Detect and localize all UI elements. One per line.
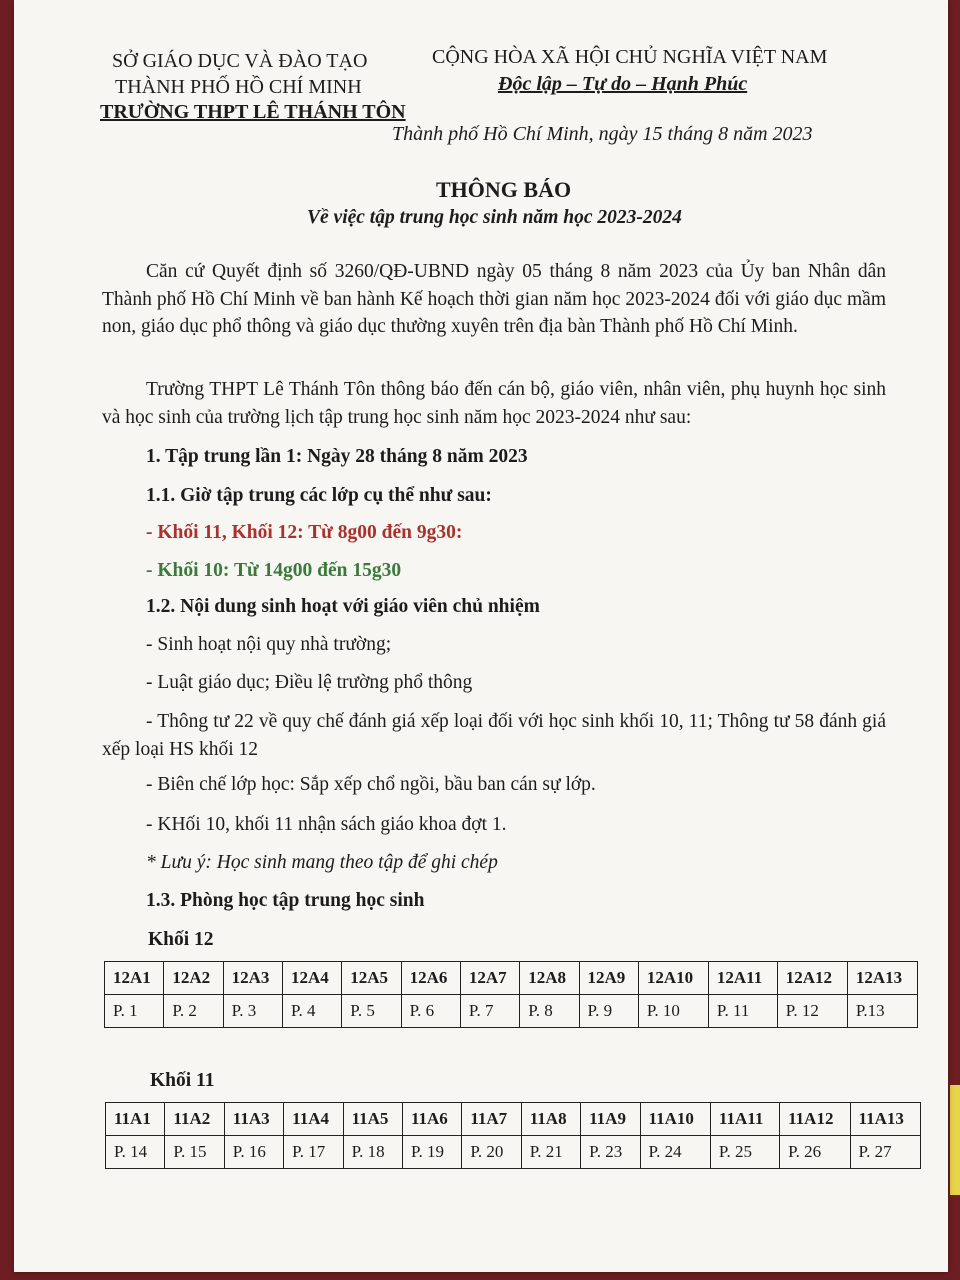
class-cell: 11A12 xyxy=(780,1103,850,1136)
class-cell: 11A13 xyxy=(850,1103,920,1136)
content-item: - KHối 10, khối 11 nhận sách giáo khoa đợt 1. xyxy=(146,814,507,835)
section-1-1-heading: 1.1. Giờ tập trung các lớp cụ thể như sau: xyxy=(146,485,492,506)
content-item: - Thông tư 22 về quy chế đánh giá xếp loại đối với học sinh khối 10, 11; Thông tư 58 đánh giá xếp loại HS khối 12 xyxy=(102,711,886,760)
document-subtitle: Về việc tập trung học sinh năm học 2023-2024 xyxy=(307,207,682,228)
class-cell: 11A4 xyxy=(284,1103,343,1136)
class-cell: 12A10 xyxy=(638,962,708,995)
country-name: CỘNG HÒA XÃ HỘI CHỦ NGHĨA VIỆT NAM xyxy=(432,46,828,68)
class-cell: 11A6 xyxy=(402,1103,461,1136)
school-name: TRƯỜNG THPT LÊ THÁNH TÔN xyxy=(100,101,406,123)
room-cell: P. 15 xyxy=(165,1136,224,1169)
room-cell: P. 20 xyxy=(462,1136,521,1169)
room-cell: P. 27 xyxy=(850,1136,920,1169)
room-cell: P. 12 xyxy=(777,995,847,1028)
class-cell: 12A8 xyxy=(520,962,579,995)
room-cell: P. 16 xyxy=(224,1136,283,1169)
class-row xyxy=(105,962,918,995)
room-cell: P. 4 xyxy=(282,995,341,1028)
class-cell: 11A2 xyxy=(165,1103,224,1136)
room-cell: P. 17 xyxy=(284,1136,343,1169)
class-cell: 12A1 xyxy=(105,962,164,995)
room-cell: P. 23 xyxy=(581,1136,640,1169)
class-cell: 12A3 xyxy=(223,962,282,995)
room-cell: P. 8 xyxy=(520,995,579,1028)
class-cell: 11A9 xyxy=(581,1103,640,1136)
content-item: - Luật giáo dục; Điều lệ trường phổ thông xyxy=(146,672,473,693)
class-cell: 12A2 xyxy=(164,962,223,995)
grade-12-label: Khối 12 xyxy=(148,929,214,950)
class-cell: 11A7 xyxy=(462,1103,521,1136)
room-cell: P. 26 xyxy=(780,1136,850,1169)
section-1-heading: 1. Tập trung lần 1: Ngày 28 tháng 8 năm 2023 xyxy=(146,446,528,467)
notice-paragraph: Trường THPT Lê Thánh Tôn thông báo đến cán bộ, giáo viên, nhân viên, phụ huynh học sinh và học sinh của trường lịch tập trung học sinh năm học 2023-2024 như sau: xyxy=(102,379,886,428)
class-cell: 11A10 xyxy=(640,1103,710,1136)
room-cell: P. 19 xyxy=(402,1136,461,1169)
room-cell: P. 6 xyxy=(401,995,460,1028)
document-title: THÔNG BÁO xyxy=(436,177,572,202)
schedule-grade-10: - Khối 10: Từ 14g00 đến 15g30 xyxy=(146,560,402,581)
room-cell: P. 21 xyxy=(521,1136,580,1169)
grade-11-label: Khối 11 xyxy=(150,1070,215,1091)
intro-paragraph: Căn cứ Quyết định số 3260/QĐ-UBND ngày 05 tháng 8 năm 2023 của Ủy ban Nhân dân Thành phố Hồ Chí Minh về ban hành Kế hoạch thời gian năm học 2023-2024 đối với giáo dục mầm non, giáo dục phổ thông và giáo dục thường xuyên trên địa bàn Thành phố Hồ Chí Minh. xyxy=(102,261,886,337)
room-cell: P. 11 xyxy=(708,995,777,1028)
room-cell: P. 2 xyxy=(164,995,223,1028)
class-cell: 12A6 xyxy=(401,962,460,995)
document-date: Thành phố Hồ Chí Minh, ngày 15 tháng 8 năm 2023 xyxy=(392,123,813,145)
class-cell: 12A9 xyxy=(579,962,638,995)
grade-12-room-table xyxy=(104,961,918,1028)
class-cell: 12A5 xyxy=(342,962,401,995)
room-cell: P. 1 xyxy=(105,995,164,1028)
class-cell: 11A11 xyxy=(710,1103,779,1136)
class-row xyxy=(106,1103,921,1136)
grade-11-room-table xyxy=(105,1102,921,1169)
class-cell: 11A5 xyxy=(343,1103,402,1136)
class-cell: 12A11 xyxy=(708,962,777,995)
room-cell: P.13 xyxy=(847,995,917,1028)
class-cell: 11A3 xyxy=(224,1103,283,1136)
room-cell: P. 14 xyxy=(106,1136,165,1169)
room-cell: P. 18 xyxy=(343,1136,402,1169)
motto: Độc lập – Tự do – Hạnh Phúc xyxy=(498,73,748,95)
class-cell: 12A7 xyxy=(460,962,519,995)
room-cell: P. 7 xyxy=(460,995,519,1028)
class-cell: 11A8 xyxy=(521,1103,580,1136)
department-name: SỞ GIÁO DỤC VÀ ĐÀO TẠO xyxy=(112,50,368,72)
room-cell: P. 9 xyxy=(579,995,638,1028)
section-1-2-heading: 1.2. Nội dung sinh hoạt với giáo viên chủ nhiệm xyxy=(146,596,540,617)
room-cell: P. 24 xyxy=(640,1136,710,1169)
city-name: THÀNH PHỐ HỒ CHÍ MINH xyxy=(115,76,362,98)
section-1-3-heading: 1.3. Phòng học tập trung học sinh xyxy=(146,890,425,911)
room-cell: P. 25 xyxy=(710,1136,779,1169)
note-text: * Lưu ý: Học sinh mang theo tập để ghi chép xyxy=(146,852,498,873)
class-cell: 11A1 xyxy=(106,1103,165,1136)
room-cell: P. 3 xyxy=(223,995,282,1028)
class-cell: 12A4 xyxy=(282,962,341,995)
room-row xyxy=(106,1136,921,1169)
content-item: - Sinh hoạt nội quy nhà trường; xyxy=(146,634,392,655)
schedule-grade-11-12: - Khối 11, Khối 12: Từ 8g00 đến 9g30: xyxy=(146,522,463,543)
room-cell: P. 5 xyxy=(342,995,401,1028)
room-cell: P. 10 xyxy=(638,995,708,1028)
class-cell: 12A13 xyxy=(847,962,917,995)
content-item: - Biên chế lớp học: Sắp xếp chổ ngồi, bầu ban cán sự lớp. xyxy=(146,774,596,795)
class-cell: 12A12 xyxy=(777,962,847,995)
room-row xyxy=(105,995,918,1028)
background-object xyxy=(950,1085,960,1195)
